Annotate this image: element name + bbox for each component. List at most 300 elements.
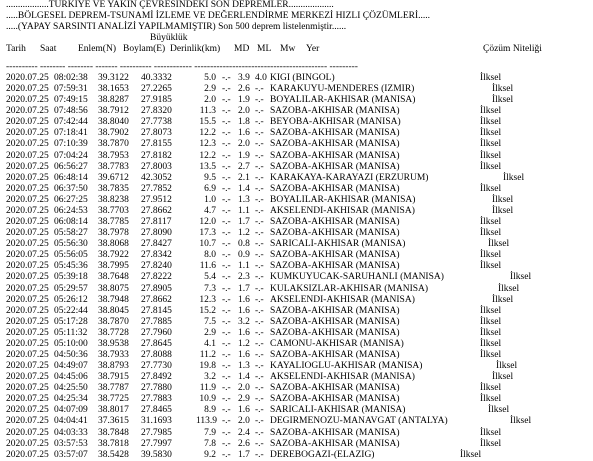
column-header-mw: Mw bbox=[280, 44, 296, 54]
cell-time: 07:04:24 bbox=[54, 150, 88, 161]
table-row bbox=[0, 361, 593, 372]
cell-md: -.- bbox=[222, 95, 231, 106]
cell-time: 07:42:44 bbox=[54, 117, 88, 128]
table-row bbox=[0, 428, 593, 439]
cell-depth: 7.5 bbox=[204, 316, 216, 327]
cell-mw: -.- bbox=[255, 194, 264, 205]
cell-depth: 19.8 bbox=[199, 361, 216, 372]
column-header-latitude: Enlem(N) bbox=[78, 44, 116, 54]
cell-solution-quality: İlksel bbox=[498, 283, 520, 294]
cell-md: -.- bbox=[222, 416, 231, 427]
cell-loc: SAZOBA-AKHISAR (MANISA) bbox=[270, 217, 400, 228]
cell-time: 08:02:38 bbox=[54, 73, 88, 83]
cell-loc: BEYOBA-AKHISAR (MANISA) bbox=[270, 117, 401, 128]
cell-date: 2020.07.25 bbox=[6, 150, 49, 161]
cell-lon: 27.7738 bbox=[141, 117, 172, 128]
cell-solution-quality: İlksel bbox=[460, 449, 482, 460]
cell-time: 06:08:14 bbox=[54, 217, 88, 228]
cell-mw: -.- bbox=[255, 361, 264, 372]
column-header-md: MD bbox=[234, 44, 250, 54]
cell-mw: -.- bbox=[255, 172, 264, 183]
cell-depth: 17.3 bbox=[199, 228, 216, 239]
cell-lat: 38.7933 bbox=[98, 350, 129, 360]
column-header-solution-quality: Çözüm Niteliği bbox=[483, 44, 542, 54]
header-separator: ---------- -------- -------- ------- ---------- ------------ ------------------------------------------ --------- bbox=[6, 62, 358, 72]
cell-solution-quality: İlksel bbox=[496, 361, 518, 372]
cell-depth: 6.9 bbox=[204, 183, 216, 194]
cell-depth: 15.2 bbox=[199, 305, 216, 316]
cell-md: -.- bbox=[222, 117, 231, 128]
cell-lat: 38.7978 bbox=[98, 228, 129, 239]
cell-mw: -.- bbox=[255, 327, 264, 338]
cell-date: 2020.07.25 bbox=[6, 283, 49, 294]
table-row bbox=[0, 383, 593, 394]
cell-loc: SAZOBA-AKHISAR (MANISA) bbox=[270, 250, 400, 261]
cell-loc: BOYALILAR-AKHISAR (MANISA) bbox=[270, 95, 416, 106]
cell-lon: 27.7730 bbox=[141, 361, 172, 372]
cell-date: 2020.07.25 bbox=[6, 327, 49, 338]
cell-lon: 27.8662 bbox=[141, 205, 172, 216]
cell-time: 06:56:27 bbox=[54, 161, 88, 172]
cell-date: 2020.07.25 bbox=[6, 438, 49, 449]
table-row bbox=[0, 405, 593, 416]
cell-time: 05:56:30 bbox=[54, 239, 88, 250]
cell-lat: 38.7703 bbox=[98, 205, 129, 216]
cell-time: 04:49:07 bbox=[54, 361, 88, 372]
table-row bbox=[0, 416, 593, 427]
cell-lon: 27.8117 bbox=[141, 217, 172, 228]
cell-solution-quality: İlksel bbox=[492, 194, 514, 205]
cell-loc: KARAKUYU-MENDERES (IZMIR) bbox=[270, 84, 415, 95]
cell-lon: 27.8222 bbox=[141, 272, 172, 283]
cell-mw: -.- bbox=[255, 117, 264, 128]
table-row bbox=[0, 206, 593, 217]
cell-ml: 1.9 bbox=[238, 150, 250, 161]
cell-lon: 40.3332 bbox=[141, 73, 172, 83]
cell-lat: 38.9538 bbox=[98, 338, 129, 349]
cell-loc: SAZOBA-AKHISAR (MANISA) bbox=[270, 438, 400, 449]
cell-mw: -.- bbox=[255, 261, 264, 272]
cell-mw: -.- bbox=[255, 228, 264, 239]
cell-solution-quality: İlksel bbox=[480, 228, 502, 239]
cell-depth: 12.2 bbox=[199, 150, 216, 161]
cell-mw: -.- bbox=[255, 84, 264, 95]
cell-md: -.- bbox=[222, 350, 231, 360]
header-line-1: ..................TÜRKİYE VE YAKIN ÇEVRESİNDEKİ SON DEPREMLER................... bbox=[6, 0, 334, 10]
cell-lon: 27.8662 bbox=[141, 294, 172, 305]
cell-ml: 2.0 bbox=[238, 416, 250, 427]
cell-solution-quality: İlksel bbox=[480, 106, 502, 117]
cell-loc: SAZOBA-AKHISAR (MANISA) bbox=[270, 128, 400, 139]
cell-date: 2020.07.25 bbox=[6, 139, 49, 150]
cell-ml: 2.7 bbox=[238, 161, 250, 172]
table-row bbox=[0, 306, 593, 317]
cell-lon: 27.8090 bbox=[141, 228, 172, 239]
cell-mw: -.- bbox=[255, 438, 264, 449]
cell-depth: 9.5 bbox=[204, 172, 216, 183]
cell-time: 04:04:41 bbox=[54, 416, 88, 427]
cell-depth: 11.9 bbox=[199, 383, 216, 394]
cell-loc: SAZOBA-AKHISAR (MANISA) bbox=[270, 183, 400, 194]
cell-lon: 27.8155 bbox=[141, 139, 172, 150]
header-line-3: .....(YAPAY SARSINTI ANALİZİ YAPILMAMIŞTIR) Son 500 deprem listelenmiştir...... bbox=[6, 22, 347, 32]
cell-depth: 11.6 bbox=[199, 261, 216, 272]
cell-time: 04:25:50 bbox=[54, 383, 88, 394]
cell-loc: SAZOBA-AKHISAR (MANISA) bbox=[270, 327, 400, 338]
cell-mw: -.- bbox=[255, 217, 264, 228]
cell-md: -.- bbox=[222, 128, 231, 139]
cell-depth: 7.9 bbox=[204, 427, 216, 438]
cell-date: 2020.07.25 bbox=[6, 427, 49, 438]
cell-mw: -.- bbox=[255, 183, 264, 194]
cell-date: 2020.07.25 bbox=[6, 361, 49, 372]
cell-lon: 27.8145 bbox=[141, 305, 172, 316]
cell-date: 2020.07.25 bbox=[6, 106, 49, 117]
cell-depth: 12.3 bbox=[199, 294, 216, 305]
cell-lat: 38.7818 bbox=[98, 438, 129, 449]
cell-lat: 38.7783 bbox=[98, 161, 129, 172]
cell-lon: 27.7883 bbox=[141, 394, 172, 405]
table-row bbox=[0, 439, 593, 450]
cell-lon: 27.9512 bbox=[141, 194, 172, 205]
cell-lat: 38.7725 bbox=[98, 394, 129, 405]
cell-md: -.- bbox=[222, 183, 231, 194]
table-row bbox=[0, 217, 593, 228]
cell-lon: 27.8905 bbox=[141, 283, 172, 294]
table-row bbox=[0, 117, 593, 128]
table-row bbox=[0, 394, 593, 405]
cell-ml: 2.0 bbox=[238, 106, 250, 117]
cell-solution-quality: İlksel bbox=[480, 338, 502, 349]
table-row bbox=[0, 228, 593, 239]
cell-lat: 39.3122 bbox=[98, 73, 129, 83]
cell-ml: 1.8 bbox=[238, 117, 250, 128]
cell-mw: -.- bbox=[255, 383, 264, 394]
cell-md: -.- bbox=[222, 394, 231, 405]
cell-ml: 2.1 bbox=[238, 172, 250, 183]
cell-date: 2020.07.25 bbox=[6, 405, 49, 416]
cell-solution-quality: İlksel bbox=[480, 117, 502, 128]
cell-date: 2020.07.25 bbox=[6, 183, 49, 194]
cell-lon: 42.3052 bbox=[141, 172, 172, 183]
cell-lat: 38.7787 bbox=[98, 383, 129, 394]
cell-depth: 5.0 bbox=[204, 73, 216, 83]
cell-md: -.- bbox=[222, 228, 231, 239]
cell-ml: 1.1 bbox=[238, 205, 250, 216]
cell-date: 2020.07.25 bbox=[6, 316, 49, 327]
cell-lat: 38.8075 bbox=[98, 283, 129, 294]
cell-lat: 38.8045 bbox=[98, 305, 129, 316]
cell-loc: SAZOBA-AKHISAR (MANISA) bbox=[270, 316, 400, 327]
cell-depth: 2.9 bbox=[204, 327, 216, 338]
cell-md: -.- bbox=[222, 272, 231, 283]
cell-time: 03:57:07 bbox=[54, 449, 88, 460]
cell-lat: 39.6712 bbox=[98, 172, 129, 183]
cell-lat: 38.7835 bbox=[98, 183, 129, 194]
cell-lon: 27.8492 bbox=[141, 372, 172, 383]
cell-depth: 11.2 bbox=[199, 350, 216, 360]
cell-mw: -.- bbox=[255, 239, 264, 250]
cell-mw: -.- bbox=[255, 338, 264, 349]
cell-ml: 2.0 bbox=[238, 139, 250, 150]
cell-loc: AKSELENDI-AKHISAR (MANISA) bbox=[270, 294, 415, 305]
cell-time: 07:49:15 bbox=[54, 95, 88, 106]
table-row bbox=[0, 328, 593, 339]
cell-depth: 4.7 bbox=[204, 205, 216, 216]
cell-ml: 2.0 bbox=[238, 383, 250, 394]
cell-depth: 5.4 bbox=[204, 272, 216, 283]
cell-solution-quality: İlksel bbox=[488, 239, 510, 250]
column-header-ml: ML bbox=[257, 44, 272, 54]
table-row bbox=[0, 350, 593, 361]
cell-loc: AKSELENDI-AKHISAR (MANISA) bbox=[270, 205, 415, 216]
cell-date: 2020.07.25 bbox=[6, 250, 49, 261]
table-row bbox=[0, 372, 593, 383]
column-header-location: Yer bbox=[306, 44, 320, 54]
cell-solution-quality: İlksel bbox=[480, 217, 502, 228]
cell-loc: BOYALILAR-AKHISAR (MANISA) bbox=[270, 194, 416, 205]
cell-date: 2020.07.25 bbox=[6, 449, 49, 460]
cell-ml: 1.4 bbox=[238, 183, 250, 194]
table-row bbox=[0, 317, 593, 328]
cell-md: -.- bbox=[222, 261, 231, 272]
cell-mw: -.- bbox=[255, 95, 264, 106]
cell-ml: 3.2 bbox=[238, 316, 250, 327]
cell-time: 05:29:57 bbox=[54, 283, 88, 294]
cell-lon: 27.7960 bbox=[141, 327, 172, 338]
cell-depth: 7.8 bbox=[204, 438, 216, 449]
cell-loc: SARICALI-AKHISAR (MANISA) bbox=[270, 405, 406, 416]
cell-lat: 38.7953 bbox=[98, 150, 129, 161]
cell-lon: 27.8182 bbox=[141, 150, 172, 161]
cell-lat: 38.7948 bbox=[98, 294, 129, 305]
cell-ml: 1.7 bbox=[238, 217, 250, 228]
cell-solution-quality: İlksel bbox=[492, 84, 514, 95]
cell-lon: 27.8073 bbox=[141, 128, 172, 139]
cell-time: 04:50:36 bbox=[54, 350, 88, 360]
cell-ml: 2.6 bbox=[238, 438, 250, 449]
table-row bbox=[0, 151, 593, 162]
cell-solution-quality: İlksel bbox=[510, 416, 532, 427]
cell-lon: 27.7852 bbox=[141, 183, 172, 194]
cell-time: 07:18:41 bbox=[54, 128, 88, 139]
cell-mw: -.- bbox=[255, 272, 264, 283]
cell-time: 04:07:09 bbox=[54, 405, 88, 416]
table-row bbox=[0, 272, 593, 283]
table-row bbox=[0, 173, 593, 184]
cell-depth: 12.2 bbox=[199, 128, 216, 139]
cell-mw: 4.0 bbox=[255, 73, 267, 83]
cell-solution-quality: İlksel bbox=[480, 183, 502, 194]
cell-lon: 27.8320 bbox=[141, 106, 172, 117]
cell-lon: 27.8427 bbox=[141, 239, 172, 250]
column-header-time: Saat bbox=[40, 44, 57, 54]
cell-md: -.- bbox=[222, 383, 231, 394]
cell-md: -.- bbox=[222, 217, 231, 228]
cell-solution-quality: İlksel bbox=[480, 73, 502, 83]
cell-time: 05:58:27 bbox=[54, 228, 88, 239]
cell-ml: 1.6 bbox=[238, 305, 250, 316]
cell-depth: 10.7 bbox=[199, 239, 216, 250]
cell-date: 2020.07.25 bbox=[6, 394, 49, 405]
cell-depth: 3.2 bbox=[204, 372, 216, 383]
cell-time: 05:45:36 bbox=[54, 261, 88, 272]
cell-date: 2020.07.25 bbox=[6, 416, 49, 427]
column-header-date: Tarih bbox=[6, 44, 26, 54]
cell-ml: 1.6 bbox=[238, 294, 250, 305]
cell-date: 2020.07.25 bbox=[6, 239, 49, 250]
cell-solution-quality: İlksel bbox=[480, 383, 502, 394]
cell-lat: 38.8287 bbox=[98, 95, 129, 106]
cell-solution-quality: İlksel bbox=[480, 261, 502, 272]
cell-depth: 8.9 bbox=[204, 405, 216, 416]
cell-date: 2020.07.25 bbox=[6, 261, 49, 272]
cell-lon: 27.9185 bbox=[141, 95, 172, 106]
cell-mw: -.- bbox=[255, 416, 264, 427]
table-row bbox=[0, 250, 593, 261]
cell-date: 2020.07.25 bbox=[6, 350, 49, 360]
cell-time: 05:17:28 bbox=[54, 316, 88, 327]
cell-solution-quality: İlksel bbox=[503, 172, 525, 183]
cell-date: 2020.07.25 bbox=[6, 117, 49, 128]
cell-depth: 8.0 bbox=[204, 250, 216, 261]
cell-solution-quality: İlksel bbox=[492, 294, 514, 305]
cell-ml: 1.6 bbox=[238, 405, 250, 416]
cell-md: -.- bbox=[222, 427, 231, 438]
cell-ml: 2.4 bbox=[238, 427, 250, 438]
cell-md: -.- bbox=[222, 106, 231, 117]
cell-ml: 3.9 bbox=[238, 73, 250, 83]
cell-loc: KARAKAYA-KARAYAZI (ERZURUM) bbox=[270, 172, 429, 183]
cell-mw: -.- bbox=[255, 161, 264, 172]
cell-loc: SAZOBA-AKHISAR (MANISA) bbox=[270, 350, 400, 360]
cell-lon: 27.8645 bbox=[141, 338, 172, 349]
cell-loc: SAZOBA-AKHISAR (MANISA) bbox=[270, 261, 400, 272]
table-row bbox=[0, 84, 593, 95]
cell-md: -.- bbox=[222, 150, 231, 161]
cell-time: 04:25:34 bbox=[54, 394, 88, 405]
cell-md: -.- bbox=[222, 449, 231, 460]
cell-time: 04:03:33 bbox=[54, 427, 88, 438]
cell-date: 2020.07.25 bbox=[6, 217, 49, 228]
cell-md: -.- bbox=[222, 194, 231, 205]
cell-md: -.- bbox=[222, 338, 231, 349]
cell-ml: 1.4 bbox=[238, 372, 250, 383]
cell-loc: SAZOBA-AKHISAR (MANISA) bbox=[270, 106, 400, 117]
cell-solution-quality: İlksel bbox=[480, 305, 502, 316]
cell-lon: 27.7985 bbox=[141, 427, 172, 438]
cell-mw: -.- bbox=[255, 250, 264, 261]
cell-lat: 38.7915 bbox=[98, 372, 129, 383]
cell-solution-quality: İlksel bbox=[492, 372, 514, 383]
cell-solution-quality: İlksel bbox=[480, 150, 502, 161]
cell-mw: -.- bbox=[255, 305, 264, 316]
cell-solution-quality: İlksel bbox=[480, 250, 502, 261]
cell-loc: KULAKSIZLAR-AKHISAR (MANISA) bbox=[270, 283, 429, 294]
cell-lat: 38.7848 bbox=[98, 427, 129, 438]
table-row bbox=[0, 239, 593, 250]
table-row bbox=[0, 184, 593, 195]
cell-time: 06:48:14 bbox=[54, 172, 88, 183]
cell-loc: CAMONU-AKHISAR (MANISA) bbox=[270, 338, 404, 349]
cell-md: -.- bbox=[222, 239, 231, 250]
cell-solution-quality: İlksel bbox=[480, 316, 502, 327]
cell-md: -.- bbox=[222, 372, 231, 383]
cell-depth: 12.3 bbox=[199, 139, 216, 150]
cell-mw: -.- bbox=[255, 150, 264, 161]
cell-depth: 9.2 bbox=[204, 449, 216, 460]
cell-lat: 38.1653 bbox=[98, 84, 129, 95]
cell-solution-quality: İlksel bbox=[480, 427, 502, 438]
cell-time: 05:10:00 bbox=[54, 338, 88, 349]
table-row bbox=[0, 162, 593, 173]
table-row bbox=[0, 295, 593, 306]
cell-lat: 38.8238 bbox=[98, 194, 129, 205]
cell-lat: 38.7995 bbox=[98, 261, 129, 272]
cell-depth: 10.9 bbox=[199, 394, 216, 405]
cell-lat: 38.7785 bbox=[98, 217, 129, 228]
cell-date: 2020.07.25 bbox=[6, 338, 49, 349]
header-line-2: .....BÖLGESEL DEPREM-TSUNAMİ İZLEME VE DEĞERLENDİRME MERKEZİ HIZLI ÇÖZÜMLERİ..... bbox=[6, 11, 431, 21]
cell-date: 2020.07.25 bbox=[6, 128, 49, 139]
cell-time: 03:57:53 bbox=[54, 438, 88, 449]
cell-solution-quality: İlksel bbox=[480, 350, 502, 360]
cell-md: -.- bbox=[222, 316, 231, 327]
cell-loc: KUMKUYUCAK-SARUHANLI (MANISA) bbox=[270, 272, 444, 283]
cell-mw: -.- bbox=[255, 316, 264, 327]
cell-loc: SAZOBA-AKHISAR (MANISA) bbox=[270, 161, 400, 172]
cell-mw: -.- bbox=[255, 449, 264, 460]
cell-mw: -.- bbox=[255, 372, 264, 383]
cell-solution-quality: İlksel bbox=[510, 272, 532, 283]
table-row bbox=[0, 139, 593, 150]
cell-md: -.- bbox=[222, 205, 231, 216]
cell-solution-quality: İlksel bbox=[480, 128, 502, 139]
column-header-magnitude-group: Büyüklük bbox=[150, 33, 188, 43]
cell-md: -.- bbox=[222, 294, 231, 305]
cell-date: 2020.07.25 bbox=[6, 172, 49, 183]
cell-ml: 1.6 bbox=[238, 350, 250, 360]
cell-lon: 27.8465 bbox=[141, 405, 172, 416]
cell-md: -.- bbox=[222, 139, 231, 150]
cell-solution-quality: İlksel bbox=[492, 95, 514, 106]
cell-time: 07:59:31 bbox=[54, 84, 88, 95]
cell-md: -.- bbox=[222, 172, 231, 183]
cell-date: 2020.07.25 bbox=[6, 272, 49, 283]
cell-time: 05:26:12 bbox=[54, 294, 88, 305]
cell-lat: 38.7648 bbox=[98, 272, 129, 283]
cell-solution-quality: İlksel bbox=[480, 438, 502, 449]
cell-mw: -.- bbox=[255, 350, 264, 360]
cell-date: 2020.07.25 bbox=[6, 95, 49, 106]
cell-ml: 2.6 bbox=[238, 84, 250, 95]
cell-loc: KAYALIOGLU-AKHISAR (MANISA) bbox=[270, 361, 423, 372]
cell-ml: 1.1 bbox=[238, 261, 250, 272]
cell-lat: 38.7870 bbox=[98, 139, 129, 150]
cell-lon: 27.7885 bbox=[141, 316, 172, 327]
cell-date: 2020.07.25 bbox=[6, 73, 49, 83]
cell-ml: 1.3 bbox=[238, 361, 250, 372]
cell-lon: 27.8003 bbox=[141, 161, 172, 172]
cell-lat: 38.8793 bbox=[98, 361, 129, 372]
cell-ml: 1.3 bbox=[238, 194, 250, 205]
cell-lat: 38.7902 bbox=[98, 128, 129, 139]
table-row bbox=[0, 261, 593, 272]
cell-loc: SAZOBA-AKHISAR (MANISA) bbox=[270, 228, 400, 239]
cell-mw: -.- bbox=[255, 128, 264, 139]
cell-solution-quality: İlksel bbox=[480, 327, 502, 338]
cell-md: -.- bbox=[222, 361, 231, 372]
